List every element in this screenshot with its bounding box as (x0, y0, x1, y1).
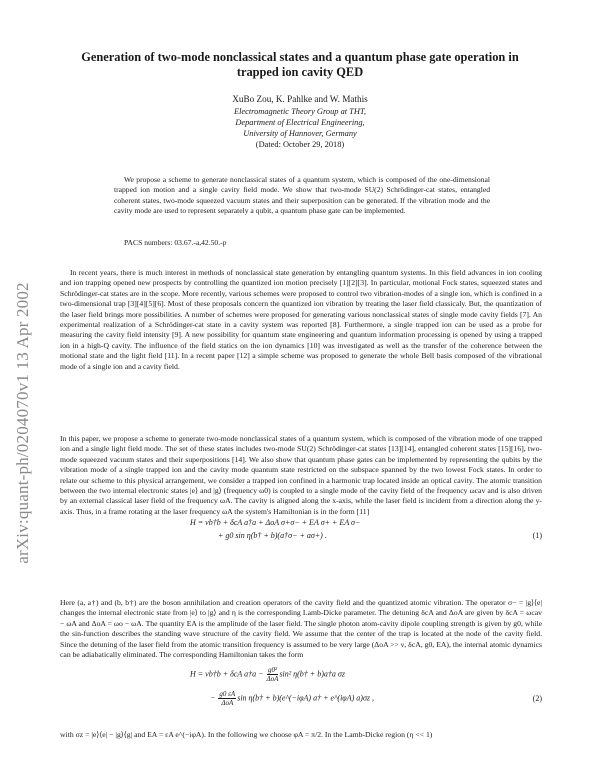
equation-2-line-2 (210, 690, 374, 707)
affiliation-line-2: Department of Electrical Engineering, (235, 118, 365, 127)
equation-2-fraction-1 (267, 666, 279, 683)
arxiv-identifier: arXiv:quant-ph/0204070v1 13 Apr 2002 (13, 282, 32, 564)
equation-2-fraction-2 (218, 690, 236, 707)
intro-paragraph: In recent years, there is much interest in methods of nonclassical state generation by entangling quantum systems. In this field advances in ion cooling and ion trapping opened new prospects by controlling the quantized ion motion precisely [1][2][3]. In particular, motional Fock states, squeezed states and Schrödinger-cat states are in the scope. More recently, various schemes were proposed to control two vibration-modes of a single ion, which is confined in a two-dimensional trap [3][4][5][6]. Most of these proposals concern the quantized ion vibration by treating the laser field classicaly. But, the quantization of the laser field brings more possibilities. A number of schemes were proposed for generating various nonclassical states of single mode cavity fields [7]. An experimental realization of a Schrödinger-cat state in a cavity system was reported [8]. Furthermore, a single trapped ion can be used as a probe for measuring the cavity field intensity [9]. A new possibility for quantum state engineering and quantum information processing is opened by using a trapped ion in a high-Q cavity. The influence of the field statics on the ion dynamics [10] was investigated as well as the transfer of the coherence between the motional state and the light field [11]. In a recent paper [12] a simple scheme was proposed to generate the whole Bell basis composed of the vibrational mode of a single ion and a cavity field. (60, 268, 542, 371)
affiliation-line-1: Electromagnetic Theory Group at THT, (233, 107, 367, 116)
pacs-numbers: PACS numbers: 03.67.-a,42.50.-p (124, 238, 227, 247)
fraction-1-numerator: g0² (267, 666, 278, 674)
equation-1-number: (1) (532, 531, 542, 540)
paper-title (60, 50, 540, 80)
operators-paragraph: Here (a, a†) and (b, b†) are the boson annihilation and creation operators of the cavity field and the quantized atomic vibration. The operator σ− = |g⟩⟨e| changes the internal electronic state from |e⟩ to |g⟩ and η is the corresponding Lamb-Dicke parameter. The detuning δcA and ΔoA are given by δcA = ωcav − ωA and ΔoA = ωo − ωA. The quantity EA is the amplitude of the laser field. The single photon atom-cavity dipole coupling strength is given by g0, while the sin-function describes the standing wave structure of the cavity field. We assume that the center of the trap is located at the node of the cavity field. Since the detuning of the laser field from the atomic transition frequency is assumed to be very large (ΔoA >> ν, δcA, g0, EA), the internal atomic dynamics can be adiabatically eliminated. The corresponding Hamiltonian takes the form (60, 598, 542, 660)
equation-2-term-1: sin² η(b† + b)a†a σz (279, 669, 345, 679)
equation-2-number: (2) (532, 694, 542, 703)
equation-1 (60, 518, 542, 544)
fraction-2-numerator: g0 εA (219, 690, 236, 698)
scheme-paragraph: In this paper, we propose a scheme to generate two-mode nonclassical states of a quantum system, which is composed of the vibration mode of one trapped ion and a single light field mode. The set of these states includes two-mode SU(2) Schrödinger-cat states [13][14], entangled coherent states [15][16], two-mode squeezed vacuum states and their superpositions [14]. We also show that quantum phase gates can be implemented by representing the qubits by the vibration mode of a single trapped ion and the cavity mode quantum state restricted on the subspace spanned by the two lowest Fock states. In order to relate our scheme to this physical arrangement, we consider a trapped ion confined in a harmonic trap located inside an optical cavity. The atomic transition between the two internal electronic states |e⟩ and |g⟩ (frequency ω0) is coupled to a single mode of the cavity field of the frequency ωcav and is also driven by an external classical laser field of the frequency ωA. The cavity is aligned along the x-axis, while the laser field is incident from a direction along the y-axis. Thus, in a frame rotating at the laser frequency ωA the system's Hamiltonian is in the form [11] (60, 434, 542, 516)
abstract: We propose a scheme to generate nonclassical states of a quantum system, which is composed of the one-dimensional trapped ion motion and a single cavity field mode. We show that two-mode SU(2) Schrödinger-cat states, entangled coherent states, two-mode squeezed vacuum states and their superposition can be generated. If the vibration mode and the cavity mode are used to represent separately a qubit, a quantum phase gate can be implemented. (114, 175, 490, 215)
title-line-2: trapped ion cavity QED (236, 65, 364, 79)
author-list: XuBo Zou, K. Pahlke and W. Mathis (232, 94, 368, 104)
lamb-dicke-paragraph: with σz = |e⟩⟨e| − |g⟩⟨g| and EA = εA e^(−iφA). In the following we choose φA = π/2. In the Lamb-Dicke region (η << 1) (60, 730, 433, 739)
title-line-1: Generation of two-mode nonclassical states and a quantum phase gate operation in (81, 50, 519, 64)
date-line: (Dated: October 29, 2018) (255, 140, 345, 149)
equation-1-line-2: + g0 sin η(b† + b)(a†σ− + aσ+) . (218, 531, 327, 540)
equation-2-lead-2: − (210, 693, 218, 703)
equation-2-term-2: sin η(b† + b)(e^(−iφA) a† + e^(iφA) a)σz , (237, 693, 374, 703)
equation-1-line-1: H = νb†b + δcA a†a + ΔoA σ+σ− + EA σ+ + EA σ− (190, 518, 361, 527)
equation-2-lhs: H = νb†b + δcA a†a − (190, 669, 266, 679)
affiliation-line-3: University of Hannover, Germany (243, 129, 357, 138)
fraction-2-denominator: ΔoA (221, 699, 234, 707)
equation-2 (60, 666, 542, 716)
equation-2-line-1 (190, 666, 345, 683)
arxiv-side-stamp (8, 228, 38, 618)
affiliation-block (60, 106, 540, 150)
fraction-1-denominator: ΔoA (266, 675, 279, 683)
